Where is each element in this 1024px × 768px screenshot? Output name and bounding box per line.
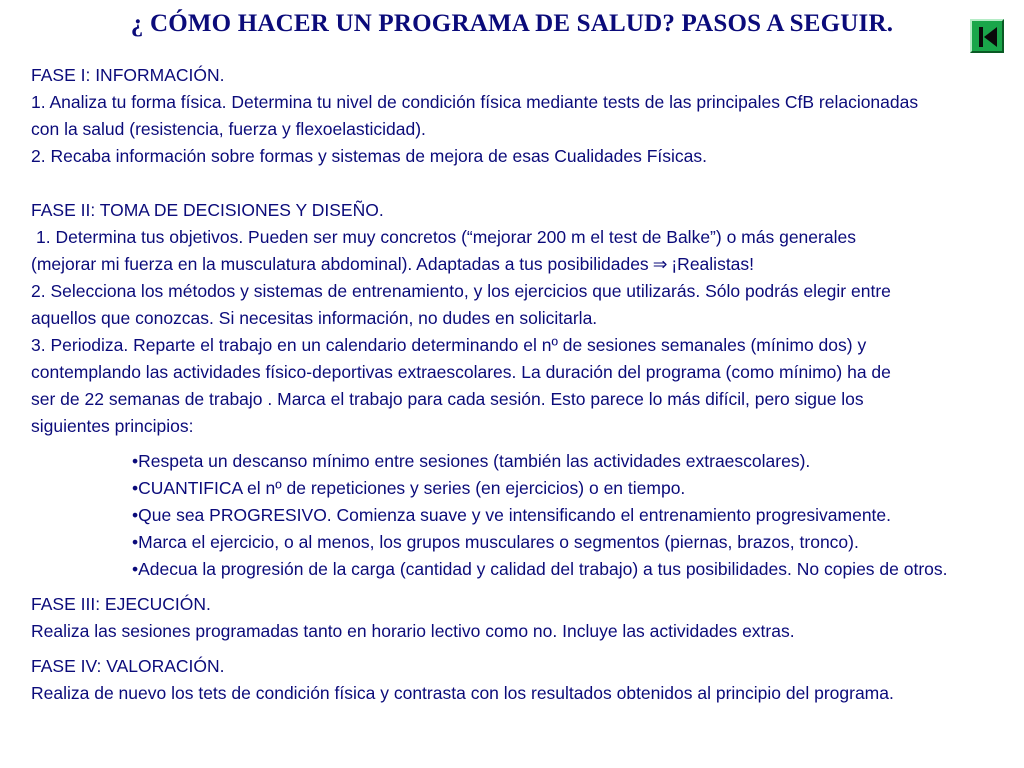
phase2-item3-line4: siguientes principios: bbox=[31, 416, 194, 436]
list-item: •Adecua la progresión de la carga (cantidad y calidad del trabajo) a tus posibilidades. No copies de otros. bbox=[132, 559, 948, 579]
list-item: •Respeta un descanso mínimo entre sesiones (también las actividades extraescolares). bbox=[132, 451, 811, 471]
phase2-item3-line2: contemplando las actividades físico-deportivas extraescolares. La duración del programa (como mínimo) ha de bbox=[31, 362, 891, 382]
phase1-heading: FASE I: INFORMACIÓN. bbox=[31, 65, 225, 85]
implies-arrow-icon: ⇒ bbox=[652, 254, 668, 274]
phase2-heading: FASE II: TOMA DE DECISIONES Y DISEÑO. bbox=[31, 200, 384, 220]
phase2-item3-line1: 3. Periodiza. Reparte el trabajo en un calendario determinando el nº de sesiones semanales (mínimo dos) y bbox=[31, 335, 867, 355]
phase2-item1-line1: 1. Determina tus objetivos. Pueden ser muy concretos (“mejorar 200 m el test de Balke”) o más generales bbox=[36, 227, 856, 247]
phase2-item2-line2: aquellos que conozcas. Si necesitas información, no dudes en solicitarla. bbox=[31, 308, 598, 328]
phase2-item1-line2 bbox=[31, 251, 1011, 278]
phase2-item1-line2a: (mejorar mi fuerza en la musculatura abdominal). Adaptadas a tus posibilidades bbox=[31, 254, 649, 274]
phase3-heading: FASE III: EJECUCIÓN. bbox=[31, 594, 211, 614]
spacer bbox=[31, 645, 1011, 653]
list-item: •Marca el ejercicio, o al menos, los grupos musculares o segmentos (piernas, brazos, tronco). bbox=[132, 532, 859, 552]
principles-list bbox=[31, 448, 1011, 583]
phase1-item2: 2. Recaba información sobre formas y sistemas de mejora de esas Cualidades Físicas. bbox=[31, 146, 707, 166]
list-item: •CUANTIFICA el nº de repeticiones y series (en ejercicios) o en tiempo. bbox=[132, 478, 686, 498]
spacer bbox=[31, 583, 1011, 591]
phase2-item3-line3: ser de 22 semanas de trabajo . Marca el trabajo para cada sesión. Esto parece lo más difícil, pero sigue los bbox=[31, 389, 864, 409]
phase4-heading: FASE IV: VALORACIÓN. bbox=[31, 656, 225, 676]
phase2-item1-line2b: ¡Realistas! bbox=[671, 254, 755, 274]
list-item: •Que sea PROGRESIVO. Comienza suave y ve intensificando el entrenamiento progresivamente. bbox=[132, 505, 892, 525]
slide-title: ¿ CÓMO HACER UN PROGRAMA DE SALUD? PASOS A SEGUIR. bbox=[130, 10, 894, 37]
phase3-text: Realiza las sesiones programadas tanto en horario lectivo como no. Incluye las actividades extras. bbox=[31, 621, 795, 641]
first-slide-icon bbox=[975, 24, 1001, 50]
slide-body bbox=[31, 62, 1011, 707]
phase4-text: Realiza de nuevo los tets de condición física y contrasta con los resultados obtenidos al principio del programa. bbox=[31, 683, 894, 703]
spacer bbox=[31, 440, 1011, 448]
phase1-item1-line2: con la salud (resistencia, fuerza y flexoelasticidad). bbox=[31, 119, 426, 139]
first-slide-button[interactable] bbox=[970, 19, 1004, 53]
spacer bbox=[31, 170, 1011, 197]
phase2-item2-line1: 2. Selecciona los métodos y sistemas de entrenamiento, y los ejercicios que utilizarás. Sólo podrás elegir entre bbox=[31, 281, 891, 301]
phase1-item1-line1: 1. Analiza tu forma física. Determina tu nivel de condición física mediante tests de las principales CfB relacionadas bbox=[31, 92, 919, 112]
